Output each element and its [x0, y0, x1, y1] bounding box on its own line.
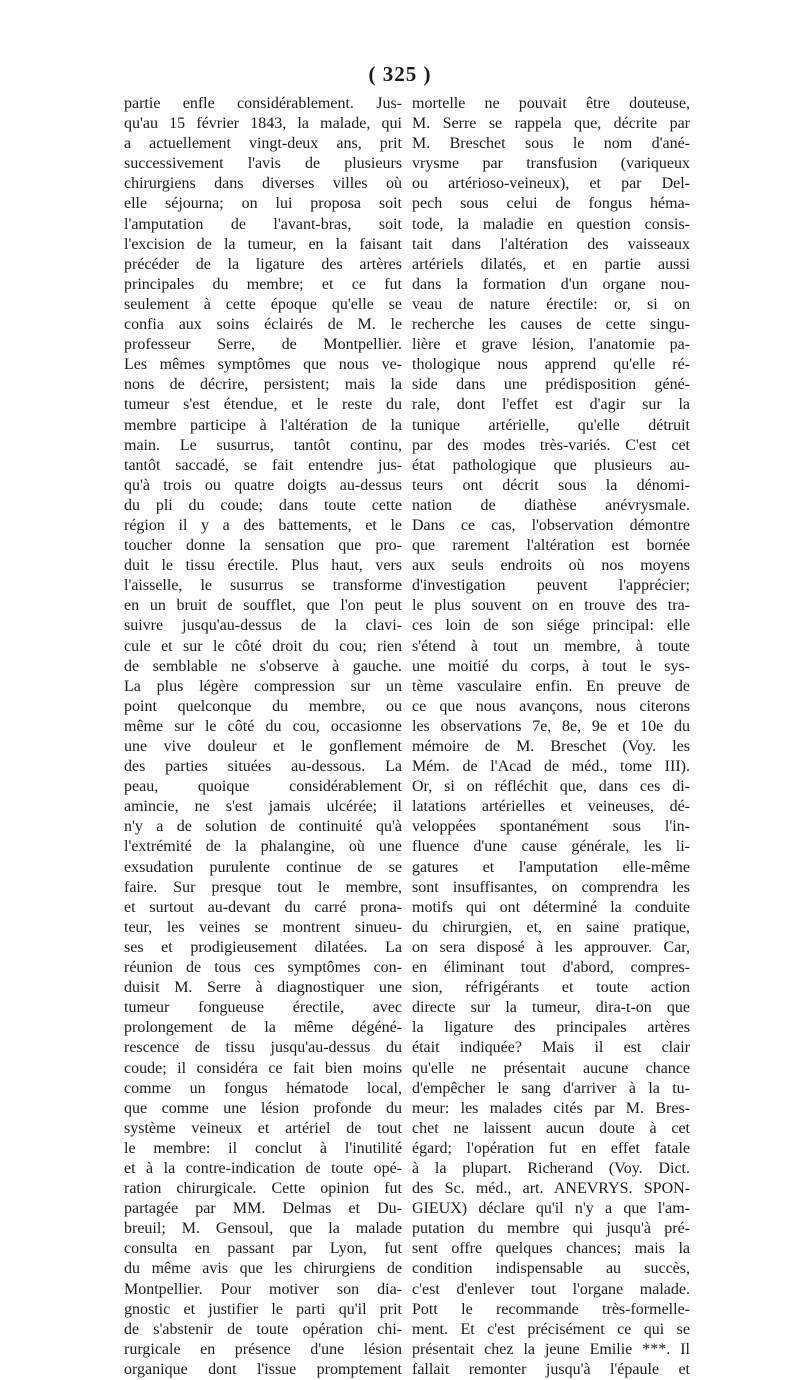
text-line: main. Le susurrus, tantôt continu, [124, 436, 402, 454]
text-line: Les mêmes symptômes que nous ve- [124, 356, 402, 374]
text-line: mortelle ne pouvait être douteuse, [412, 95, 690, 112]
text-line: que comme une lésion profonde du [124, 1099, 402, 1117]
text-line: sion, réfrigérants et toute action [412, 979, 690, 997]
text-line: l'excision de la tumeur, en la faisant [124, 235, 402, 253]
text-line: que rarement l'altération est bornée [412, 537, 690, 555]
text-line: breuil; M. Gensoul, que la malade [124, 1220, 402, 1238]
text-line: seulement à cette époque qu'elle se [124, 295, 402, 313]
text-line: aux seuls endroits où nos moyens [412, 557, 690, 575]
text-line: ce que nous avançons, nous citerons [412, 697, 690, 715]
text-line: mémoire de M. Breschet (Voy. les [412, 738, 690, 755]
text-line: sont insuffisantes, on comprendra les [412, 878, 690, 896]
text-line: des Sc. méd., art. ANEVRYS. SPON- [412, 1180, 690, 1198]
text-line: tode, la maladie en question consis- [412, 215, 690, 233]
text-line: sent offre quelques chances; mais la [412, 1240, 690, 1258]
text-line: Montpellier. Pour motiver son dia- [124, 1280, 402, 1298]
text-line: professeur Serre, de Montpellier. [124, 336, 402, 354]
text-line: de s'abstenir de toute opération chi- [124, 1320, 402, 1338]
text-line: motifs qui ont déterminé la conduite [412, 898, 690, 916]
text-line: des parties situées au-dessous. La [124, 758, 402, 776]
text-line: égard; l'opération fut en effet fatale [412, 1139, 690, 1157]
text-line: organique dont l'issue promptement [124, 1360, 402, 1378]
text-line: La plus légère compression sur un [124, 677, 402, 695]
text-line: duisit M. Serre à diagnostiquer une [124, 979, 402, 997]
text-line: tème vasculaire enfin. En preuve de [412, 677, 690, 695]
text-line: en éliminant tout d'abord, compres- [412, 959, 690, 977]
text-line: qu'elle ne présentait aucune chance [412, 1059, 690, 1077]
text-line: faire. Sur presque tout le membre, [124, 878, 402, 896]
text-line: M. Breschet sous le nom d'ané- [412, 135, 690, 153]
text-line: fallait remonter jusqu'à l'épaule et [412, 1360, 690, 1378]
text-line: suivre jusqu'au-dessus de la clavi- [124, 617, 402, 635]
text-line: rurgicale en présence d'une lésion [124, 1340, 402, 1358]
text-line: région il y a des battements, et le [124, 516, 402, 534]
text-line: gatures et l'amputation elle-même [412, 858, 690, 876]
text-line: cule et sur le côté droit du cou; rien [124, 637, 402, 655]
text-line: Or, si on réfléchit que, dans ces di- [412, 778, 690, 796]
text-line: par des modes très-variés. C'est cet [412, 436, 690, 454]
text-line: a actuellement vingt-deux ans, prit [124, 135, 402, 153]
text-line: c'est d'enlever tout l'organe malade. [412, 1280, 690, 1298]
text-line: consulta en passant par Lyon, fut [124, 1240, 402, 1258]
text-line: condition indispensable au succès, [412, 1260, 690, 1278]
text-line: prolongement de la même dégéné- [124, 1019, 402, 1037]
text-line: ration chirurgicale. Cette opinion fut [124, 1180, 402, 1198]
text-line: en un bruit de soufflet, que l'on peut [124, 597, 402, 615]
text-line: n'y a de solution de continuité qu'à [124, 818, 402, 836]
text-line: veloppées spontanément sous l'in- [412, 818, 690, 836]
text-line: à la plupart. Richerand (Voy. Dict. [412, 1159, 690, 1177]
text-line: elle séjourna; on lui proposa soit [124, 195, 402, 213]
text-line: chirurgiens dans diverses villes où [124, 175, 402, 193]
text-line: comme un fongus hématode local, [124, 1079, 402, 1097]
text-line: le plus souvent on en trouve des tra- [412, 597, 690, 615]
text-line: du chirurgien, et, en saine pratique, [412, 918, 690, 936]
text-line: teurs ont décrit sous la dénomi- [412, 476, 690, 494]
text-line: était indiquée? Mais il est clair [412, 1039, 690, 1057]
page-number: ( 325 ) [368, 62, 432, 86]
text-line: s'étend à tout un membre, à toute [412, 637, 690, 655]
text-line: du même avis que les chirurgiens de [124, 1260, 402, 1278]
text-line: ou artérioso-veineux), et par Del- [412, 175, 690, 193]
text-line: les observations 7e, 8e, 9e et 10e du [412, 717, 690, 735]
text-line: dans la formation d'un organe nou- [412, 275, 690, 293]
text-line: vrysme par transfusion (variqueux [412, 155, 690, 173]
text-line: du pli du coude; dans toute cette [124, 496, 402, 514]
text-line: nons de décrire, persistent; mais la [124, 376, 402, 394]
text-line: l'amputation de l'avant-bras, soit [124, 215, 402, 233]
text-line: qu'à trois ou quatre doigts au-dessus [124, 476, 402, 494]
text-line: fluence d'une cause générale, les li- [412, 838, 690, 856]
text-line: même sur le côté du cou, occasionne [124, 717, 402, 735]
text-line: partagée par MM. Delmas et Du- [124, 1200, 402, 1218]
text-line: d'empêcher le sang d'arriver à la tu- [412, 1079, 690, 1097]
text-line: toucher donne la sensation que pro- [124, 537, 402, 555]
text-line: nation de diathèse anévrysmale. [412, 496, 690, 514]
text-line: chet ne laissent aucun doute à cet [412, 1119, 690, 1137]
text-line: réunion de tous ces symptômes con- [124, 959, 402, 977]
text-line: recherche les causes de cette singu- [412, 316, 690, 334]
text-line: latations artérielles et veineuses, dé- [412, 798, 690, 816]
text-line: coude; il considéra ce fait bien moins [124, 1059, 402, 1077]
text-line: amincie, ne s'est jamais ulcérée; il [124, 798, 402, 816]
text-line: système veineux et artériel de tout [124, 1119, 402, 1137]
text-line: tumeur s'est étendue, et le reste du [124, 396, 402, 414]
text-line: qu'au 15 février 1843, la malade, qui [124, 115, 402, 133]
text-line: successivement l'avis de plusieurs [124, 155, 402, 173]
text-line: point quelconque du membre, ou [124, 697, 402, 715]
text-line: partie enfle considérablement. Jus- [124, 95, 402, 112]
text-line: peau, quoique considérablement [124, 778, 402, 796]
text-line: thologique nous apprend qu'elle ré- [412, 356, 690, 374]
text-line: l'extrémité de la phalangine, où une [124, 838, 402, 856]
text-line: présentait chez la jeune Emilie ***. Il [412, 1340, 690, 1358]
text-line: d'investigation peuvent l'apprécier; [412, 577, 690, 595]
text-line: la ligature des principales artères [412, 1019, 690, 1037]
text-column-left [124, 94, 402, 1378]
text-line: une moitié du corps, à tout le sys- [412, 657, 690, 675]
text-line: directe sur la tumeur, dira-t-on que [412, 999, 690, 1017]
text-line: précéder de la ligature des artères [124, 255, 402, 273]
text-line: et surtout au-devant du carré prona- [124, 898, 402, 916]
text-line: de semblable ne s'observe à gauche. [124, 657, 402, 675]
text-line: confia aux soins éclairés de M. le [124, 316, 402, 334]
text-line: Mém. de l'Acad de méd., tome III). [412, 758, 690, 776]
text-line: tantôt saccadé, se fait entendre jus- [124, 456, 402, 474]
text-line: exsudation purulente continue de se [124, 858, 402, 876]
text-line: et à la contre-indication de toute opé- [124, 1159, 402, 1177]
text-line: Pott le recommande très-formelle- [412, 1300, 690, 1318]
text-line: état pathologique que plusieurs au- [412, 456, 690, 474]
text-line: Dans ce cas, l'observation démontre [412, 516, 690, 534]
text-line: tunique artérielle, qu'elle détruit [412, 416, 690, 434]
text-line: veau de nature érectile: or, si on [412, 295, 690, 313]
text-column-right [412, 94, 690, 1378]
text-line: une vive douleur et le gonflement [124, 738, 402, 755]
text-line: artériels dilatés, et en partie aussi [412, 255, 690, 273]
text-line: gnostic et justifier le parti qu'il prit [124, 1300, 402, 1318]
text-line: membre participe à l'altération de la [124, 416, 402, 434]
text-line: side dans une prédisposition géné- [412, 376, 690, 394]
text-line: ment. Et c'est précisément ce qui se [412, 1320, 690, 1338]
text-line: lière et grave lésion, l'anatomie pa- [412, 336, 690, 354]
text-line: putation du membre qui jusqu'à pré- [412, 1220, 690, 1238]
text-line: rescence de tissu jusqu'au-dessus du [124, 1039, 402, 1057]
text-line: principales du membre; et ce fut [124, 275, 402, 293]
text-line: ses et prodigieusement dilatées. La [124, 938, 402, 956]
text-line: M. Serre se rappela que, décrite par [412, 115, 690, 133]
text-line: duit le tissu érectile. Plus haut, vers [124, 557, 402, 575]
text-line: tumeur fongueuse érectile, avec [124, 999, 402, 1017]
text-line: pech sous celui de fongus héma- [412, 195, 690, 213]
text-line: teur, les veines se montrent sinueu- [124, 918, 402, 936]
text-line: ces loin de son siége principal: elle [412, 617, 690, 635]
text-line: meur: les malades cités par M. Bres- [412, 1099, 690, 1117]
text-line: l'aisselle, le susurrus se transforme [124, 577, 402, 595]
text-line: le membre: il conclut à l'inutilité [124, 1139, 402, 1157]
text-line: rale, dont l'effet est d'agir sur la [412, 396, 690, 414]
text-line: tait dans l'altération des vaisseaux [412, 235, 690, 253]
text-line: GIEUX) déclare qu'il n'y a que l'am- [412, 1200, 690, 1218]
text-line: on sera disposé à les approuver. Car, [412, 938, 690, 956]
